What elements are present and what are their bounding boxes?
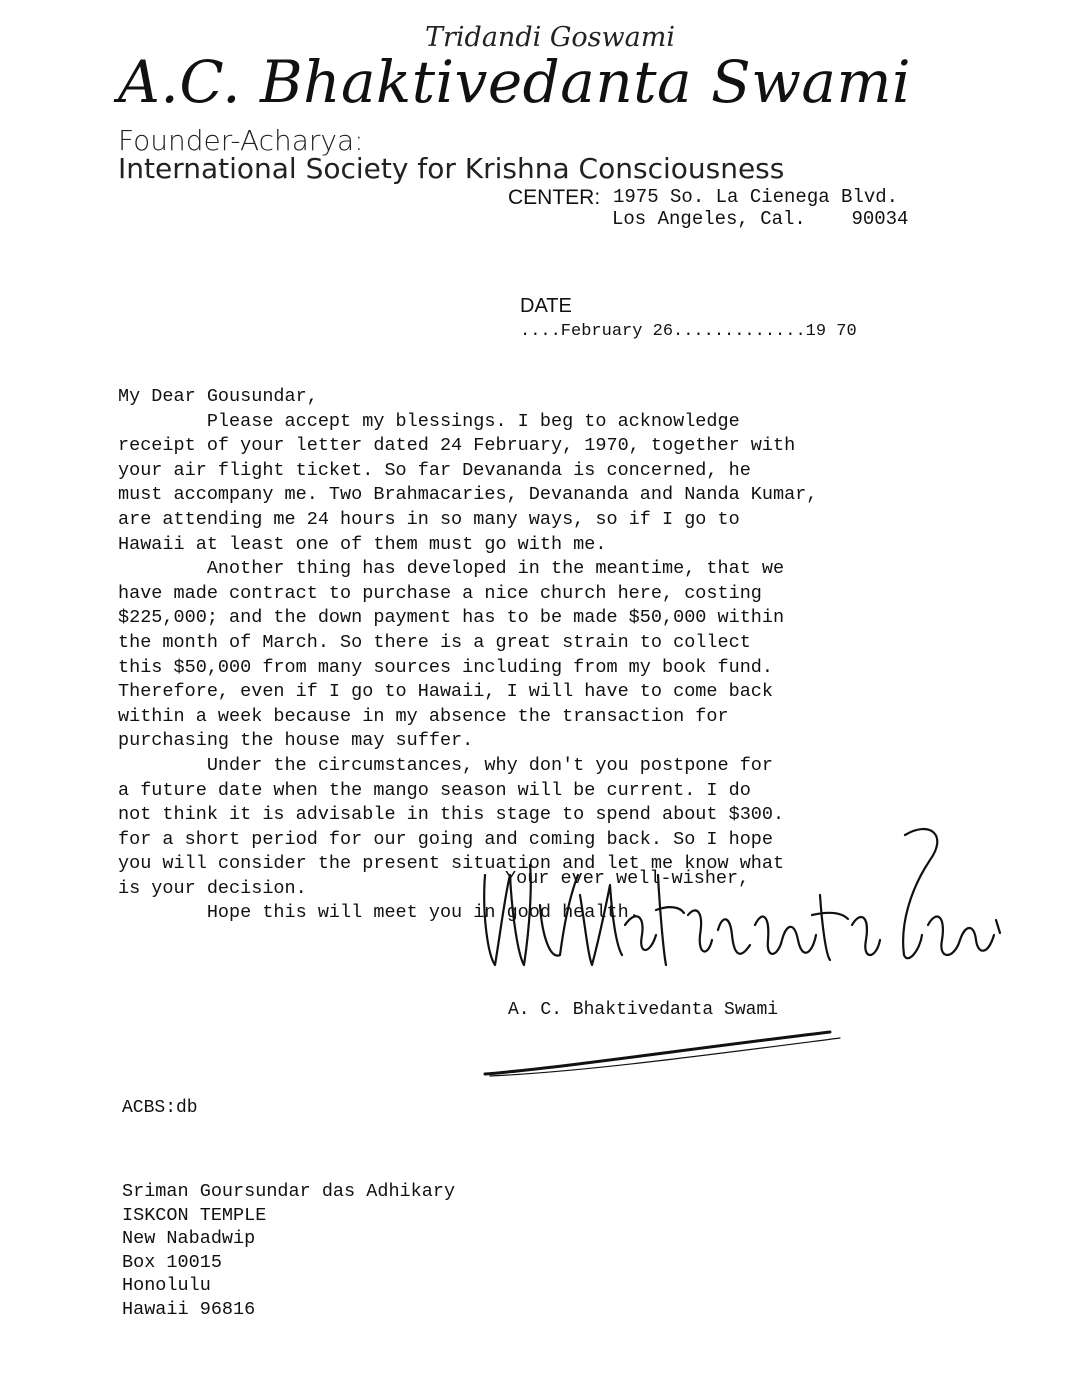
date-value: ....February 26.............19 70 [520, 322, 857, 341]
recipient-address: Sriman Goursundar das Adhikary ISKCON TEMPLE New Nabadwip Box 10015 Honolulu Hawaii 96816 [122, 1181, 456, 1320]
letter-closing: Your ever well-wisher, [505, 868, 750, 889]
center-label: CENTER: [508, 186, 601, 209]
handwritten-signature [460, 815, 1020, 985]
center-address-line1: 1975 So. La Cienega Blvd. [613, 186, 899, 208]
letterhead-subtitle: Tridandi Goswami [425, 22, 675, 53]
letter-body: My Dear Gousundar, Please accept my blessings. I beg to acknowledge receipt of your letter dated 24 February, 1970, together with your air flight ticket. So far Devananda is concerned, he must accompany me. Two Brahmacaries, Devananda and Nanda Kumar, are attending me 24 hours in so many ways, so if I go to Hawaii at least one of them must go with me. Another thing has developed in the meantime, that we have made contract to purchase a nice church here, costing $225,000; and the down payment has to be made $50,000 within the month of March. So there is a great strain to collect this $50,000 from many sources including from my book fund. Therefore, even if I go to Hawaii, I will have to come back within a week because in my absence the transaction for purchasing the house may suffer. Under the circumstances, why don't you postpone for a future date when the mango season will be current. I do not think it is advisable in this stage to spend about $300. for a short period for our going and coming back. So I hope you will consider the present situation and let me know what is your decision. Hope this will meet you in good health. [118, 386, 818, 924]
typist-initials: ACBS:db [122, 1098, 198, 1118]
signature-typed-name: A. C. Bhaktivedanta Swami [508, 1000, 779, 1020]
signature-underline [480, 1020, 860, 1080]
center-address-line2: Los Angeles, Cal. 90034 [612, 208, 909, 230]
date-label: DATE [520, 295, 572, 317]
letterhead-name: A.C. Bhaktivedanta Swami [118, 48, 912, 116]
date-line [510, 272, 857, 341]
letterhead-organization: International Society for Krishna Consciousness [118, 152, 785, 185]
letterhead-role: Founder-Acharya: [118, 124, 364, 157]
